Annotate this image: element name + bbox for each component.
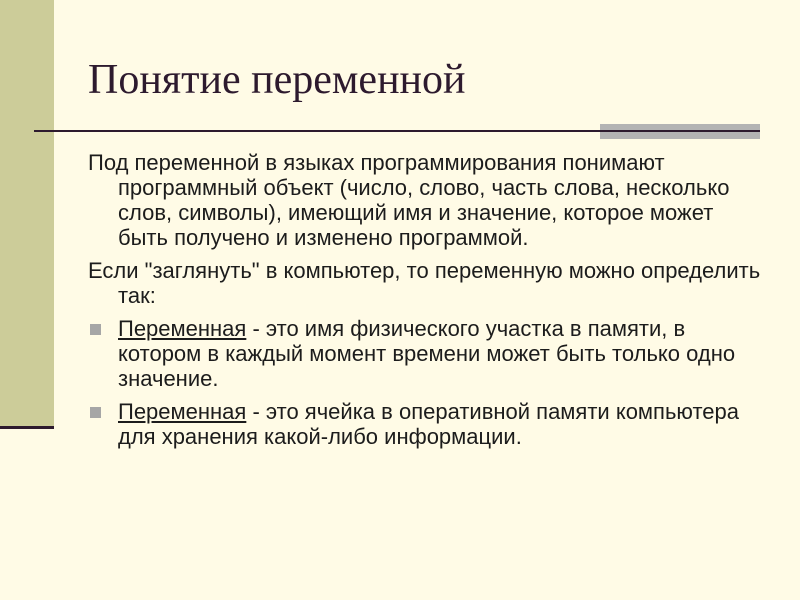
bullet-item <box>88 399 768 449</box>
slide-body <box>88 150 768 457</box>
square-bullet-icon <box>90 407 101 418</box>
title-accent-bar-line <box>600 130 760 132</box>
bullet-term: Переменная <box>118 399 247 424</box>
intro-paragraph: Если "заглянуть" в компьютер, то переменную можно определить так: <box>88 258 761 308</box>
left-decorative-band <box>0 0 54 426</box>
title-divider-line <box>34 130 600 132</box>
bullet-term: Переменная <box>118 316 247 341</box>
left-band-underline <box>0 426 54 429</box>
bullet-text: - это имя физического участка в памяти, в котором в каждый момент времени может быть только одно значение. <box>118 316 736 391</box>
bullet-text: - это ячейка в оперативной памяти компьютера для хранения какой-либо информации. <box>118 399 739 449</box>
definition-paragraph: Под переменной в языках программирования понимают программный объект (число, слово, часть слова, несколько слов, символы), имеющий имя и значение, которое может быть получено и изменено программой. <box>88 150 730 250</box>
bullet-item <box>88 316 768 391</box>
square-bullet-icon <box>90 324 101 335</box>
slide-title: Понятие переменной <box>88 57 466 103</box>
